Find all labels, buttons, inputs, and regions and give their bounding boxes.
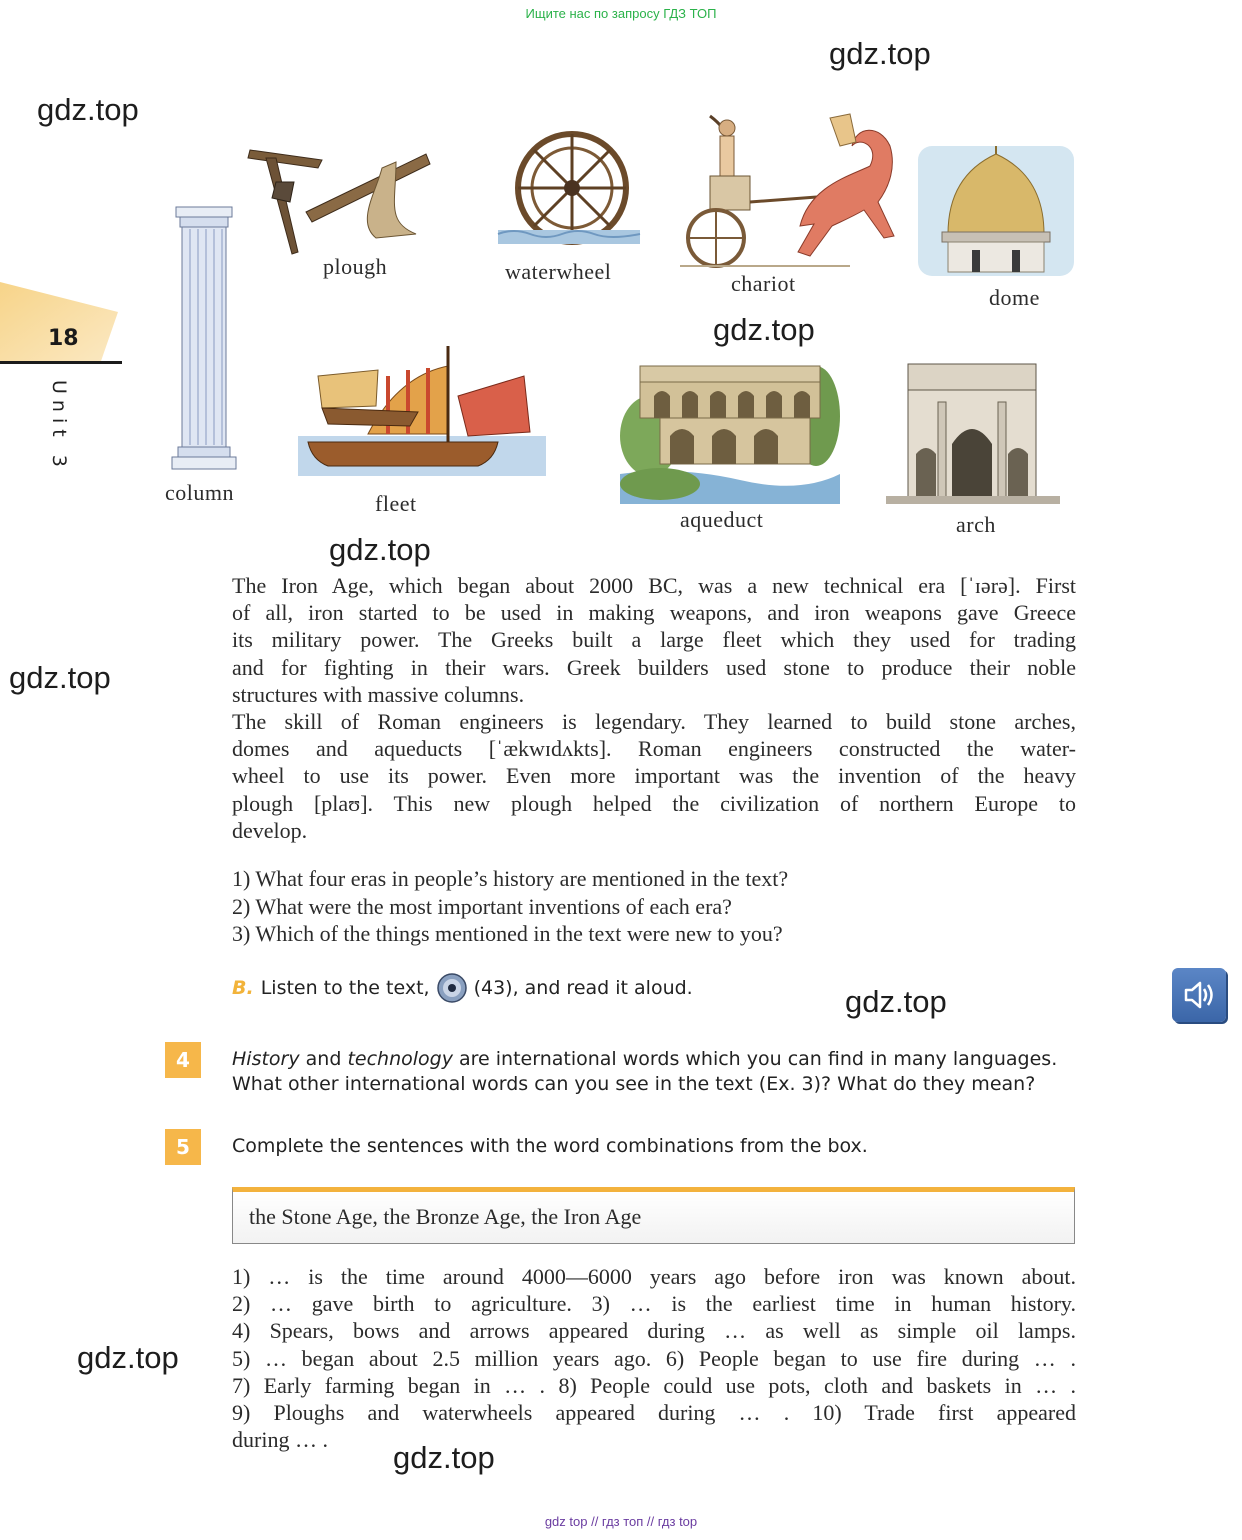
plough-illustration	[246, 142, 432, 258]
watermark: gdz.top	[77, 1340, 179, 1375]
sentence-line: 5) … began about 2.5 million years ago. 6) People began to use fire during … .	[232, 1345, 1076, 1371]
speaker-icon	[1172, 968, 1226, 1022]
question-item: 2) What were the most important inventions of each era?	[232, 893, 732, 919]
top-promo-note: Ищите нас по запросу ГДЗ ТОП	[525, 6, 717, 21]
task-4-word1: History	[232, 1048, 300, 1070]
sentence-line: during … .	[232, 1427, 328, 1453]
text-line: domes and aqueducts [ˈækwɪdʌkts]. Roman engineers constructed the water-	[232, 736, 1076, 762]
page-number-rule	[0, 361, 122, 364]
unit-label-text: Unit 3	[48, 380, 70, 473]
task-b-text: Listen to the text,	[260, 976, 430, 999]
text-line: wheel to use its power. Even more important was the invention of the heavy	[232, 763, 1076, 789]
page-corner-wedge	[0, 282, 118, 364]
audio-disc-icon	[437, 973, 467, 1003]
aqueduct-illustration	[620, 356, 840, 504]
text-line: plough [plaʊ]. This new plough helped the civilization of northern Europe to	[232, 790, 1076, 816]
waterwheel-illustration	[494, 130, 644, 250]
word-box-text: the Stone Age, the Bronze Age, the Iron Age	[249, 1204, 642, 1229]
footer-note: gdz top // гдз топ // гдз top	[544, 1514, 698, 1529]
fleet-illustration	[298, 336, 546, 476]
task-b	[232, 973, 693, 1003]
caption-waterwheel: waterwheel	[505, 259, 612, 284]
caption-arch: arch	[956, 512, 996, 537]
text-line: The skill of Roman engineers is legendary. They learned to build stone arches,	[232, 709, 1076, 735]
caption-chariot: chariot	[731, 271, 796, 296]
task-b-letter: B.	[232, 976, 254, 999]
text-line: its military power. The Greeks built a large fleet which they used for trading	[232, 627, 1076, 653]
watermark: gdz.top	[9, 660, 111, 695]
sentence-line: 2) … gave birth to agriculture. 3) … is the earliest time in human history.	[232, 1291, 1076, 1317]
audio-play-button[interactable]	[1172, 968, 1226, 1022]
sentence-line: 4) Spears, bows and arrows appeared during … as well as simple oil lamps.	[232, 1318, 1076, 1344]
chariot-illustration	[680, 106, 910, 270]
caption-fleet: fleet	[375, 491, 417, 516]
task-5-text: Complete the sentences with the word combinations from the box.	[232, 1135, 868, 1157]
unit-label	[40, 380, 74, 480]
caption-dome: dome	[989, 285, 1040, 310]
task-4-line1: are international words which you can find in many languages.	[452, 1048, 1058, 1070]
task-4-and: and	[299, 1048, 348, 1070]
questions-list	[232, 865, 1076, 948]
watermark: gdz.top	[845, 984, 947, 1019]
sentences-list	[232, 1263, 1076, 1453]
text-line: structures with massive columns.	[232, 681, 525, 707]
watermark: gdz.top	[713, 312, 815, 347]
reading-text	[232, 572, 1076, 844]
caption-plough: plough	[323, 254, 388, 279]
column-illustration	[168, 205, 240, 473]
text-line: of all, iron started to be used in making weapons, and iron weapons gave Greece	[232, 600, 1076, 626]
task-number-4: 4	[165, 1042, 201, 1078]
question-item: 3) Which of the things mentioned in the text were new to you?	[232, 921, 783, 946]
task-4-word2: technology	[347, 1048, 453, 1070]
dome-illustration	[918, 146, 1074, 276]
text-line: develop.	[232, 817, 308, 843]
caption-aqueduct: aqueduct	[680, 507, 764, 532]
watermark: gdz.top	[329, 532, 431, 567]
task-4-line2: What other international words can you see in the text (Ex. 3)? What do they mean?	[232, 1072, 1036, 1095]
watermark: gdz.top	[829, 36, 931, 71]
arch-illustration	[886, 358, 1060, 506]
watermark: gdz.top	[393, 1440, 495, 1475]
question-item: 1) What four eras in people’s history are mentioned in the text?	[232, 866, 789, 891]
word-box	[232, 1187, 1075, 1244]
caption-column: column	[165, 480, 234, 505]
task-4-text	[232, 1047, 1092, 1096]
task-b-text-after: (43), and read it aloud.	[473, 976, 693, 999]
watermark: gdz.top	[37, 92, 139, 127]
text-line: and for fighting in their wars. Greek builders used stone to produce their noble	[232, 654, 1076, 680]
sentence-line: 1) … is the time around 4000—6000 years ago before iron was known about.	[232, 1264, 1076, 1289]
page-number: 18	[48, 326, 79, 351]
text-line: The Iron Age, which began about 2000 BC, was a new technical era [ˈɪərə]. First	[232, 573, 1076, 598]
sentence-line: 7) Early farming began in … . 8) People could use pots, cloth and baskets in … .	[232, 1372, 1076, 1398]
sentence-line: 9) Ploughs and waterwheels appeared during … . 10) Trade first appeared	[232, 1400, 1076, 1426]
task-number-5: 5	[165, 1129, 201, 1165]
